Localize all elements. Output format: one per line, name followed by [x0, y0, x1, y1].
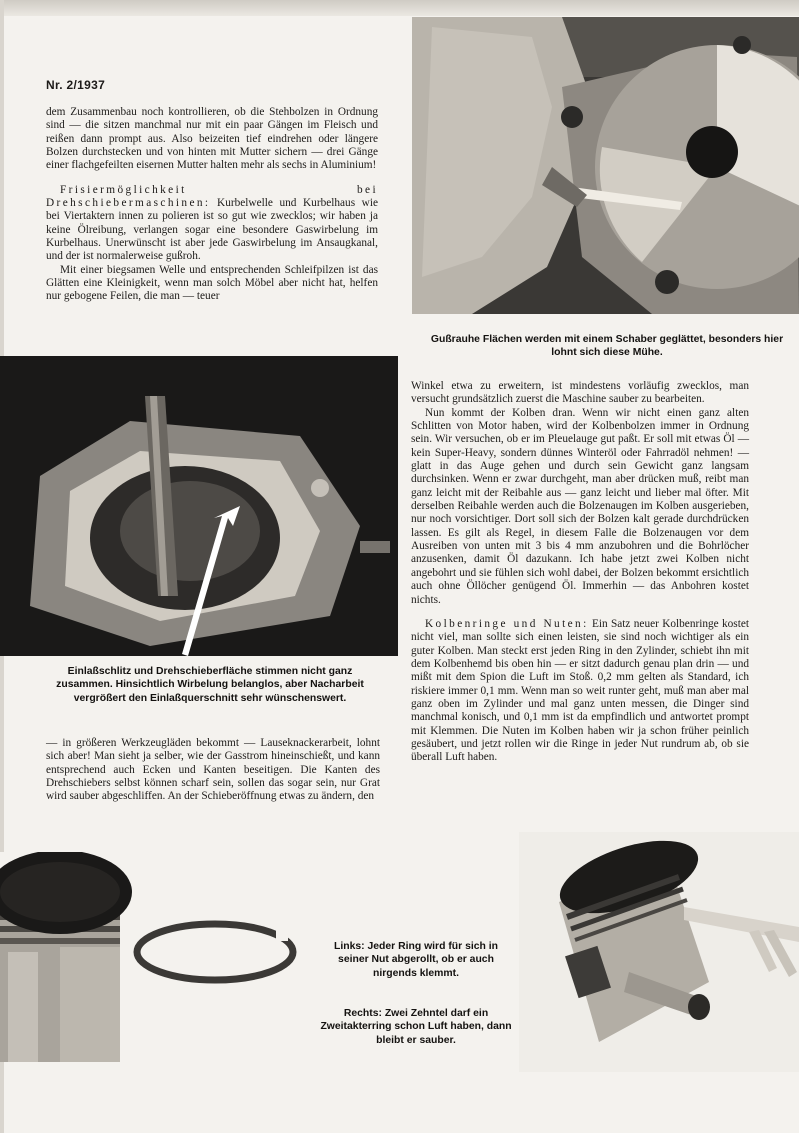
- photo-piston-feeler-gauge: [519, 832, 799, 1072]
- caption-feeler-gauge: Rechts: Zwei Zehntel darf ein Zweitakterring schon Luft haben, dann bleibt er sauber.: [320, 1008, 512, 1046]
- caption-scraper: Gußrauhe Flächen werden mit einem Schaber geglättet, besonders hier lohnt sich diese Mühe.: [430, 334, 784, 359]
- paragraph: Frisiermöglichkeit bei Drehschiebermaschinen: Kurbelwelle und Kurbelhaus wie bei Viertaktern innen zu polieren ist so gut wie zwecklos; wir haben ja keine Ölreibung, verlangen sogar eine besondere Gaswirbelung im Kurbelhaus. Unerwünscht ist aber jede Gaswirbelung im Ansaugkanal, und der ist normalerweise gußroh.: [46, 183, 378, 263]
- caption-piston-ring: Links: Jeder Ring wird für sich in seiner Nut abgerollt, ob er auch nirgends klemmt.: [334, 941, 498, 979]
- paragraph: Kolbenringe und Nuten: Ein Satz neuer Kolbenringe kostet nicht viel, man sollte sich einen leisten, sie sind noch wichtiger als ein guter Kolben. Man steckt erst jeden Ring in den Zylinder, schiebt ihn mit dem Kolbenhemd bis oben hin — er sitzt dadurch genau plan drin — und mißt mit dem Spion die Luft im Stoß. 0,2 mm gelten als Standard, ich riskiere immer 0,1 mm. Wenn man so weit runter geht, muß man aber mal ganz oben im Zylinder und mal ganz unten messen, die Dinger sind manchmal konisch, und 0,1 mm ist da empfindlich und antwortet prompt mit Klemmen. Die Nuten im Kolben haben wir ja schon früher peinlich gesäubert, und jetzt rollen wir die Ringe in jeder Nut rundrum ab, ob sie überall Luft haben.: [411, 617, 749, 764]
- paragraph: — in größeren Werkzeugläden bekommt — Lauseknackerarbeit, lohnt sich aber! Man sieht ja selber, wie der Gasstrom hineinschießt, und kann entsprechend auch Ecken und Kanten beseitigen. Die Kanten des Drehschiebers selbst können scharf sein, sollen das sogar sein, nur Grat wird sauber abgeschliffen. An der Schieberöffnung etwas zu ändern, den: [46, 737, 380, 803]
- paragraph: Mit einer biegsamen Welle und entsprechenden Schleifpilzen ist das Glätten eine Kleinigkeit, wenn man solch Möbel aber nicht hat, helfen nur gebogene Feilen, die man — teuer: [46, 263, 378, 303]
- column-left-upper: [46, 106, 378, 304]
- page-top-edge: [0, 0, 799, 16]
- column-right: [411, 380, 749, 765]
- section-heading: Frisiermöglichkeit bei Drehschiebermaschinen:: [46, 183, 378, 210]
- photo-scraper: [412, 17, 799, 314]
- column-left-lower: [46, 737, 380, 804]
- section-heading: Kolbenringe und Nuten:: [425, 617, 589, 630]
- paragraph: dem Zusammenbau noch kontrollieren, ob die Stehbolzen in Ordnung sind — die sitzen manchmal nur mit ein paar Gängen im Fleisch und reißen dann prompt aus. Also beizeiten tief eindrehen oder längere Bolzen durchstecken und von hinten mit Mutter sichern — drei Gänge einer flachgefeilten eisernen Mutter halten mehr als sechs in Aluminium!: [46, 106, 378, 172]
- paragraph: Nun kommt der Kolben dran. Wenn wir nicht einen ganz alten Schlitten von Motor haben, wird der Kolbenbolzen immer in Ordnung sein. Wir versuchen, ob er im Pleuelauge gut paßt. Er soll mit etwas Öl — kein Super-Heavy, sondern dünnes Winteröl oder Fahrradöl nehmen! — glatt in das Auge gehen und durch sein Gewicht ganz langsam durchsinken. Wenn er zwar durchgeht, man aber drücken muß, reibt man ganz leicht mit der Reibahle aus — ganz leicht und lieber mal öfter. Mit derselben Reibahle werden auch die Bolzenaugen im Kolben ausgerieben, nur noch vorsichtiger. Dort soll sich der Bolzen kalt gerade durchdrücken lassen. Es gilt als Regel, in diesem Falle die Bolzenaugen vor dem Ausreiben von unten mit 3 bis 4 mm anzubohren und die Bohrlöcher anzusenken, damit Öl dazukann. Ich habe jetzt zwei Kolben nicht angebohrt und sie fühlen sich wohl dabei, der Bolzen bekommt ersichtlich auch ohne Öllöcher genügend Öl. Immerhin — das Anbohren kostet nichts.: [411, 406, 749, 606]
- photo-piston-ring: [0, 852, 300, 1062]
- caption-inlet-port: Einlaßschlitz und Drehschieberfläche stimmen nicht ganz zusammen. Hinsichtlich Wirbelung belanglos, aber Nacharbeit vergrößert den Einlaßquerschnitt sehr wünschenswert.: [56, 666, 364, 704]
- photo-inlet-port: [0, 356, 398, 656]
- paragraph: Winkel etwa zu erweitern, ist mindestens vorläufig zwecklos, man versucht grundsätzlich zuerst die Maschine sauber zu bearbeiten.: [411, 380, 749, 406]
- issue-number: Nr. 2/1937: [46, 78, 106, 92]
